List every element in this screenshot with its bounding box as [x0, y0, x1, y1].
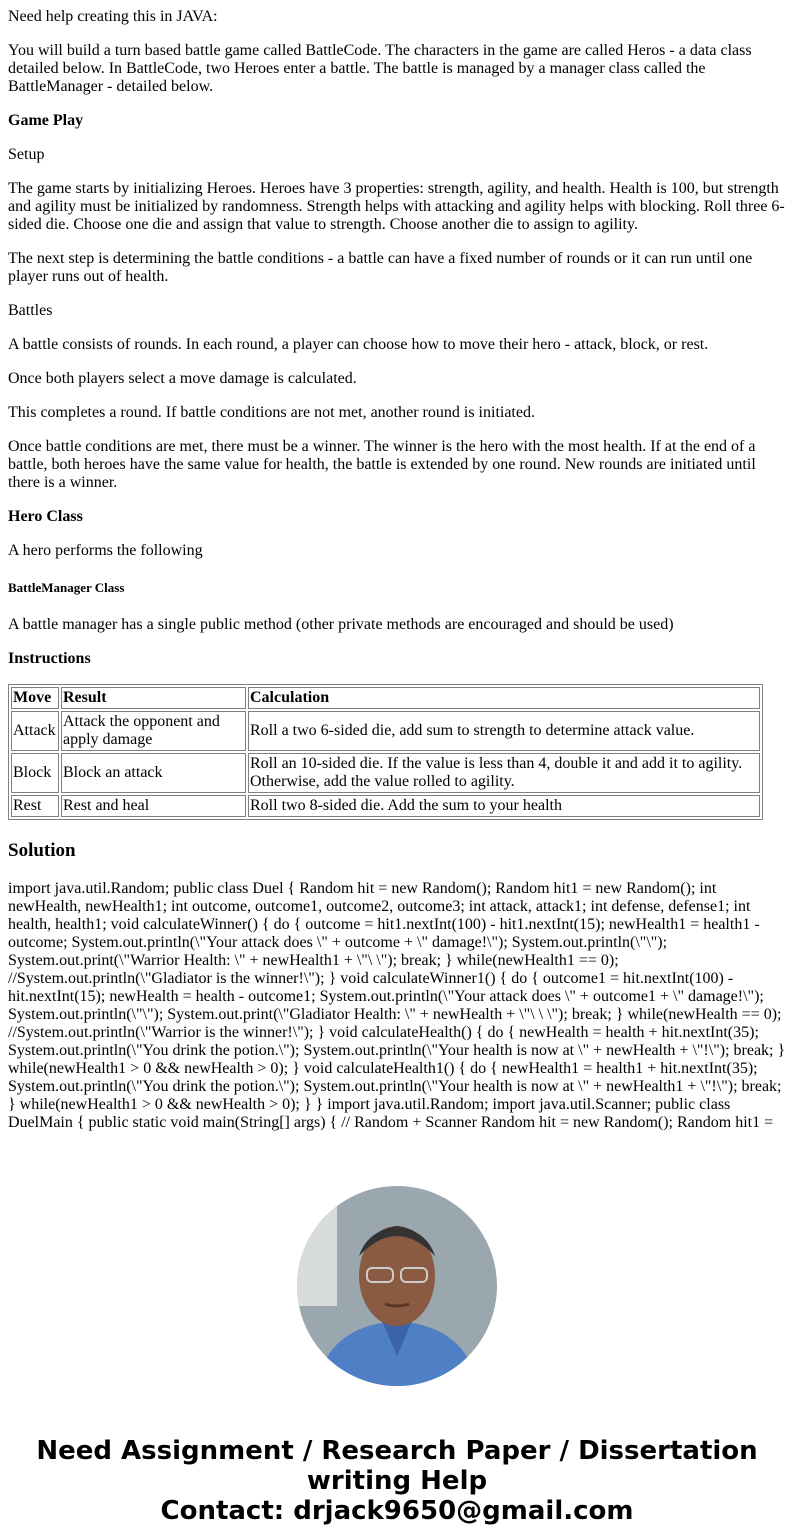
header-cell: Result: [63, 689, 107, 706]
table-cell: Attack: [11, 711, 59, 751]
paragraph: A battle consists of rounds. In each round, a player can choose how to move their hero - attack, block, or rest.: [8, 336, 709, 353]
table-header-row: [11, 687, 760, 709]
paragraph: The next step is determining the battle conditions - a battle can have a fixed number of rounds or it can run until one player runs out of health.: [8, 250, 753, 285]
heading-hero-class: Hero Class: [8, 508, 83, 525]
table-cell: Block an attack: [61, 753, 246, 793]
heading-game-play: Game Play: [8, 112, 84, 129]
heading-solution: Solution: [8, 840, 76, 861]
table-row: [11, 795, 760, 817]
table-cell: Block: [11, 753, 59, 793]
author-photo: [297, 1186, 497, 1386]
paragraph: The game starts by initializing Heroes. Heroes have 3 properties: strength, agility, and health. Health is 100, but strength and agility must be initialized by randomness. Strength helps with attacking and agility helps with blocking. Roll three 6-sided die. Choose one die and assign that value to strength. Choose another die to assign to agility.: [8, 180, 785, 233]
header-cell: Calculation: [250, 689, 330, 706]
heading-battlemanager-class: BattleManager Class: [8, 580, 125, 595]
table-cell: Rest and heal: [61, 795, 246, 817]
paragraph: You will build a turn based battle game called BattleCode. The characters in the game are called Heros - a data class detailed below. In BattleCode, two Heroes enter a battle. The battle is managed by a manager class called the BattleManager - detailed below.: [8, 42, 752, 95]
table-row: [11, 711, 760, 751]
table-cell: Roll a two 6-sided die, add sum to strength to determine attack value.: [248, 711, 760, 751]
table-cell: Roll two 8-sided die. Add the sum to your health: [248, 795, 760, 817]
table-cell: Roll an 10-sided die. If the value is less than 4, double it and add it to agility. Otherwise, add the value rolled to agility.: [248, 753, 760, 793]
header-cell: Move: [13, 689, 52, 706]
subheading-battles: Battles: [8, 302, 53, 319]
footer-banner: [8, 1436, 786, 1526]
table-cell: Attack the opponent and apply damage: [61, 711, 246, 751]
heading-instructions: Instructions: [8, 650, 91, 667]
footer-contact: Contact: drjack9650@gmail.com: [160, 1496, 634, 1526]
paragraph: Once battle conditions are met, there must be a winner. The winner is the hero with the most health. If at the end of a battle, both heroes have the same value for health, the battle is extended by one round. New rounds are initiated until there is a winner.: [8, 438, 756, 491]
paragraph: Once both players select a move damage is calculated.: [8, 370, 357, 387]
table-cell: Rest: [11, 795, 59, 817]
paragraph: A battle manager has a single public method (other private methods are encouraged and should be used): [8, 616, 674, 633]
footer-line: Need Assignment / Research Paper / Dissertation writing Help: [36, 1436, 758, 1496]
paragraph: This completes a round. If battle conditions are not met, another round is initiated.: [8, 404, 535, 421]
paragraph: A hero performs the following: [8, 542, 203, 559]
intro: Need help creating this in JAVA:: [8, 8, 218, 25]
moves-table: [8, 684, 763, 820]
subheading-setup: Setup: [8, 146, 45, 163]
table-row: [11, 753, 760, 793]
solution-code: import java.util.Random; public class Duel { Random hit = new Random(); Random hit1 = new Random(); int newHealth, newHealth1; int outcome, outcome1, outcome2, outcome3; int attack, attack1; int defense, defense1; int health, health1; void calculateWinner() { do { outcome = hit1.nextInt(100) - hit1.nextInt(15); newHealth1 = health1 - outcome; System.out.println(\"Your attack does \" + outcome + \" damage!\"); System.out.println(\"\"); System.out.print(\"Warrior Health: \" + newHealth1 + \"\ \"); break; } while(newHealth1 == 0); //System.out.println(\"Gladiator is the winner!\"); } void calculateWinner1() { do { outcome1 = hit.nextInt(100) - hit.nextInt(15); newHealth = health - outcome1; System.out.println(\"Your attack does \" + outcome1 + \" damage!\"); System.out.println(\"\"); System.out.print(\"Gladiator Health: \" + newHealth + \"\ \ \"); break; } while(newHealth == 0); //System.out.println(\"Warrior is the winner!\"); } void calculateHealth() { do { newHealth = health + hit.nextInt(35); System.out.println(\"You drink the potion.\"); System.out.println(\"Your health is now at \" + newHealth + \"!\"); break; } while(newHealth1 > 0 && newHealth > 0); } void calculateHealth1() { do { newHealth1 = health1 + hit.nextInt(35); System.out.println(\"You drink the potion.\"); System.out.println(\"Your health is now at \" + newHealth1 + \"!\"); break; } while(newHealth1 > 0 && newHealth > 0); } } import java.util.Random; import java.util.Scanner; public class DuelMain { public static void main(String[] args) { // Random + Scanner Random hit = new Random(); Random hit1 =: [8, 880, 786, 1131]
